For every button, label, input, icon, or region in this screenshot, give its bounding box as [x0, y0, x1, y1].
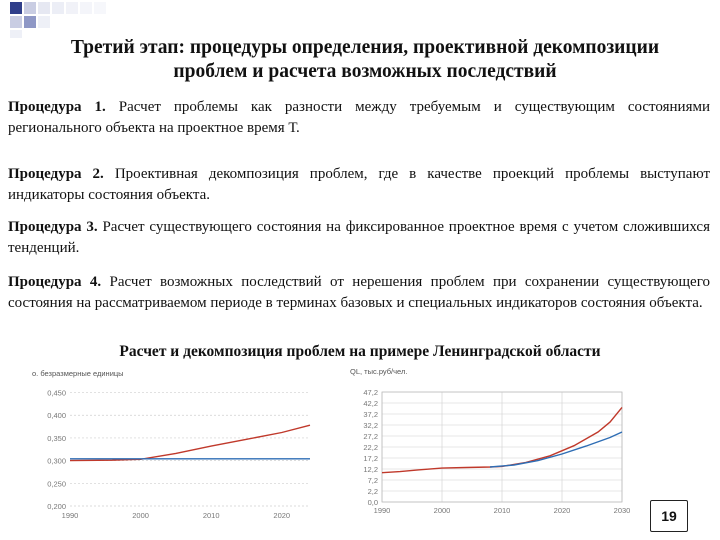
left-chart-ytick: 0,200	[47, 502, 66, 511]
charts-caption: Расчет и декомпозиция проблем на примере Ленинградской области	[119, 343, 601, 360]
left-chart-ytick: 0,400	[47, 411, 66, 421]
right-chart-xtick: 2000	[433, 506, 451, 515]
left-chart-xtick: 2020	[273, 511, 291, 520]
procedure-3-text: Расчет существующего состояния на фиксированное проектное время с учетом сложившихся тенденций.	[8, 219, 710, 256]
right-chart-ytick: 2,2	[367, 487, 378, 496]
right-chart-xtick: 2020	[553, 506, 571, 515]
right-chart-ytick: 17,2	[363, 454, 378, 463]
procedure-3-label: Процедура 3.	[8, 219, 98, 235]
procedure-2-label: Процедура 2.	[8, 166, 104, 182]
right-chart-ytick: 22,2	[363, 443, 378, 452]
right-chart-ytick: 0,0	[367, 498, 378, 507]
left-chart-xtick: 2010	[202, 511, 220, 520]
chart-left	[26, 366, 324, 536]
procedure-4	[8, 272, 710, 314]
procedure-4-text: Расчет возможных последствий от нерешения проблем при сохранении существующего состояния на рассматриваемом периоде в терминах базовых и специальных индикаторов состояния объекта.	[8, 274, 710, 311]
right-chart-ytick: 27,2	[363, 432, 378, 441]
right-chart-series-1-line	[490, 432, 622, 467]
decorative-squares	[0, 0, 720, 40]
chart-right-svg	[336, 366, 636, 536]
left-chart-xtick: 2000	[132, 511, 149, 520]
procedure-1-text: Расчет проблемы как разности между требуемым и существующим состояниями регионального объекта на проектное время Т.	[8, 99, 710, 136]
slide-title	[30, 36, 700, 84]
right-chart-ylabel: QL, тыс.руб/чел.	[350, 367, 408, 376]
title-line-1: Третий этап: процедуры определения, проективной декомпозиции	[70, 37, 660, 58]
right-chart-ytick: 32,2	[363, 421, 378, 430]
left-chart-ylabel: о. безразмерные единицы	[32, 369, 124, 378]
right-chart-xtick: 2010	[493, 506, 511, 515]
left-chart-series-0-line	[70, 425, 310, 460]
procedure-1-label: Процедура 1.	[8, 99, 106, 115]
procedure-3	[8, 217, 710, 259]
page-number: 19	[650, 500, 688, 532]
procedure-4-label: Процедура 4.	[8, 274, 102, 290]
procedure-1	[8, 97, 710, 139]
right-chart-xtick: 1990	[373, 506, 391, 515]
left-chart-ytick: 0,250	[47, 479, 66, 489]
right-chart-ytick: 42,2	[363, 399, 378, 408]
procedure-2-text: Проективная декомпозиция проблем, где в качестве проекций проблемы выступают индикаторы состояния объекта.	[8, 166, 711, 203]
procedure-2	[8, 164, 710, 206]
right-chart-ytick: 37,2	[363, 410, 378, 419]
title-line-2: проблем и расчета возможных последствий	[173, 61, 557, 82]
left-chart-ytick: 0,300	[47, 456, 66, 466]
chart-left-svg	[26, 366, 324, 536]
right-chart-xtick: 2030	[613, 506, 631, 515]
left-chart-ytick: 0,350	[47, 433, 66, 443]
chart-right	[336, 366, 636, 536]
right-chart-ytick: 47,2	[363, 388, 378, 397]
left-chart-ytick: 0,450	[47, 388, 66, 398]
right-chart-ytick: 7,2	[367, 476, 378, 485]
left-chart-xtick: 1990	[61, 511, 79, 520]
right-chart-ytick: 12,2	[363, 465, 378, 474]
